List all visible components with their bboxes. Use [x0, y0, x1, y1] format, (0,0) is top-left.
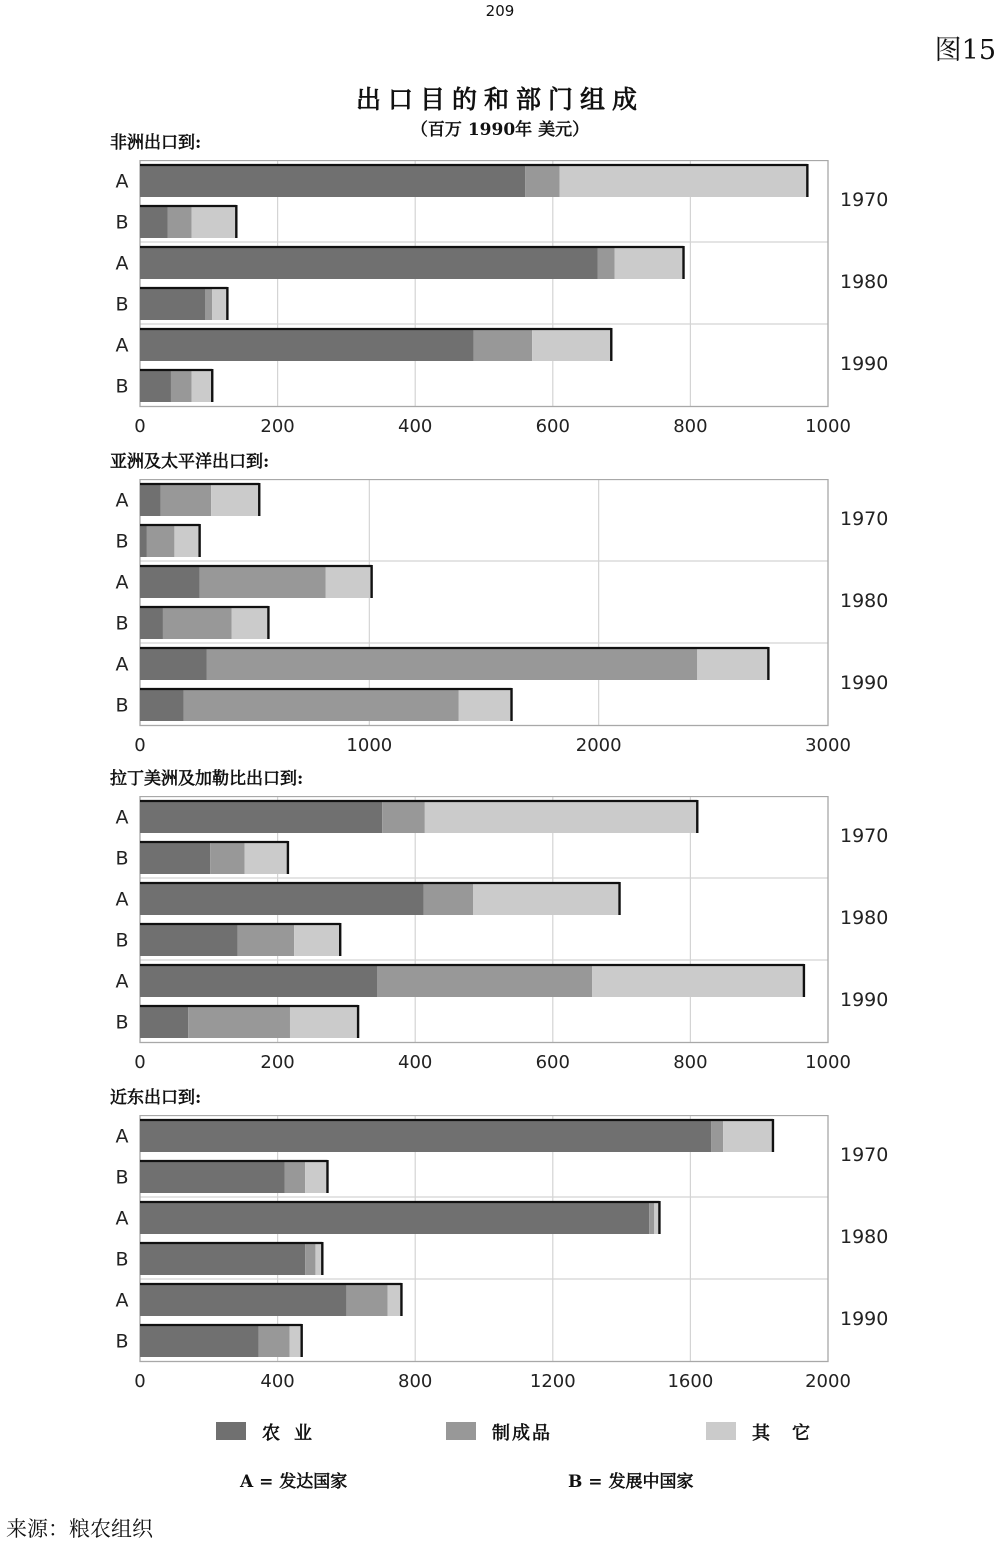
bar-segment-manufactures	[168, 205, 192, 238]
bar-segment-manufactures	[171, 369, 192, 402]
year-label: 1970	[840, 508, 889, 530]
x-tick-label: 0	[134, 1052, 146, 1073]
bar-segment-other	[473, 882, 620, 915]
bar-category-label: B	[115, 847, 129, 870]
bar-segment-other	[294, 923, 340, 956]
panel-title-latin-america: 拉丁美洲及加勒比出口到:	[110, 769, 304, 789]
bar-segment-agriculture	[140, 287, 205, 320]
bar-segment-other	[211, 483, 259, 516]
chart-panel-latin-america	[100, 796, 860, 1078]
year-label: 1980	[840, 907, 889, 929]
x-tick-label: 1000	[805, 1052, 851, 1073]
bar-segment-agriculture	[140, 923, 238, 956]
bar-segment-manufactures	[161, 483, 211, 516]
x-tick-label: 600	[535, 416, 570, 437]
bar-segment-other	[192, 369, 213, 402]
bar-segment-agriculture	[140, 164, 525, 197]
bar-segment-other	[192, 205, 237, 238]
bar-category-label: A	[115, 888, 129, 911]
year-label: 1970	[840, 189, 889, 211]
bar-segment-agriculture	[140, 1160, 284, 1193]
bar-category-label: A	[115, 1289, 129, 1312]
bar-category-label: A	[115, 334, 129, 357]
bar-category-label: B	[115, 1330, 129, 1353]
bar-category-label: A	[115, 252, 129, 275]
bar-category-label: B	[115, 211, 129, 234]
x-tick-label: 200	[260, 416, 295, 437]
bar-segment-agriculture	[140, 647, 207, 680]
bar-category-label: A	[115, 653, 129, 676]
year-label: 1990	[840, 1308, 889, 1330]
x-tick-label: 0	[134, 735, 146, 756]
x-tick-label: 3000	[805, 735, 851, 756]
x-tick-label: 2000	[575, 735, 622, 756]
bar-segment-agriculture	[140, 882, 423, 915]
bar-segment-agriculture	[140, 1201, 649, 1234]
bar-segment-agriculture	[140, 524, 147, 557]
x-tick-label: 800	[673, 1052, 708, 1073]
bar-category-label: B	[115, 293, 129, 316]
bar-category-label: B	[115, 1166, 129, 1189]
bar-segment-agriculture	[140, 483, 161, 516]
x-tick-label: 400	[260, 1371, 295, 1392]
bar-segment-agriculture	[140, 1242, 305, 1275]
legend-label-agriculture: 农业	[262, 1423, 326, 1444]
bar-segment-agriculture	[140, 205, 168, 238]
bar-segment-agriculture	[140, 1005, 188, 1038]
year-label: 1980	[840, 271, 889, 293]
chart-subtitle: （百万 1990年 美元）	[410, 120, 590, 140]
panel-title-africa: 非洲出口到:	[110, 133, 202, 153]
figure-label: 图15	[934, 35, 996, 66]
bar-category-label: B	[115, 375, 129, 398]
bar-segment-other	[232, 606, 269, 639]
chart-title: 出口目的和部门组成	[355, 85, 644, 114]
x-tick-label: 2000	[805, 1371, 851, 1392]
year-label: 1990	[840, 989, 889, 1011]
year-label: 1970	[840, 825, 889, 847]
bar-segment-other	[326, 565, 372, 598]
chart-panel-asia-pacific	[100, 479, 860, 761]
bar-segment-manufactures	[346, 1283, 387, 1316]
bar-segment-agriculture	[140, 606, 163, 639]
year-label: 1990	[840, 353, 889, 375]
x-tick-label: 1000	[805, 416, 851, 437]
bar-segment-other	[560, 164, 808, 197]
bar-segment-other	[388, 1283, 402, 1316]
bar-category-label: B	[115, 929, 129, 952]
bar-segment-other	[290, 1005, 358, 1038]
legend-note-a: A = 发达国家	[240, 1472, 348, 1492]
bar-category-label: B	[115, 1011, 129, 1034]
bar-segment-manufactures	[305, 1242, 315, 1275]
bar-category-label: A	[115, 170, 129, 193]
bar-segment-other	[290, 1324, 302, 1357]
bar-category-label: B	[115, 612, 129, 635]
bar-segment-agriculture	[140, 800, 382, 833]
x-tick-label: 1000	[346, 735, 393, 756]
bar-segment-other	[592, 964, 804, 997]
x-tick-label: 200	[260, 1052, 295, 1073]
year-label: 1970	[840, 1144, 889, 1166]
bar-segment-agriculture	[140, 688, 184, 721]
year-label: 1980	[840, 1226, 889, 1248]
bar-segment-manufactures	[210, 841, 244, 874]
bar-segment-other	[245, 841, 288, 874]
bar-category-label: B	[115, 694, 129, 717]
x-tick-label: 600	[535, 1052, 570, 1073]
x-tick-label: 800	[398, 1371, 433, 1392]
x-tick-label: 0	[134, 1371, 146, 1392]
bar-segment-agriculture	[140, 964, 377, 997]
bar-category-label: A	[115, 1207, 129, 1230]
bar-segment-other	[723, 1119, 773, 1152]
year-label: 1980	[840, 590, 889, 612]
bar-segment-manufactures	[382, 800, 425, 833]
bar-segment-manufactures	[711, 1119, 723, 1152]
bar-segment-manufactures	[205, 287, 212, 320]
bar-segment-manufactures	[207, 647, 698, 680]
panel-title-asia-pacific: 亚洲及太平洋出口到:	[110, 452, 270, 472]
x-tick-label: 0	[134, 416, 146, 437]
legend-note-b: B = 发展中国家	[568, 1472, 694, 1492]
bar-category-label: B	[115, 530, 129, 553]
page-number: 209	[485, 2, 515, 20]
bar-segment-other	[615, 246, 684, 279]
bar-category-label: A	[115, 806, 129, 829]
legend-swatch-other	[706, 1422, 736, 1440]
bar-segment-manufactures	[474, 328, 532, 361]
bar-category-label: A	[115, 571, 129, 594]
plot-frame	[140, 161, 828, 407]
bar-segment-other	[697, 647, 768, 680]
bar-category-label: A	[115, 489, 129, 512]
bar-segment-other	[459, 688, 512, 721]
legend-swatch-manufactures	[446, 1422, 476, 1440]
chart-panel-near-east	[100, 1115, 860, 1397]
bar-segment-manufactures	[284, 1160, 305, 1193]
legend-label-other: 其它	[752, 1423, 832, 1444]
bar-segment-manufactures	[163, 606, 232, 639]
bar-category-label: A	[115, 1125, 129, 1148]
x-tick-label: 1200	[529, 1371, 576, 1392]
chart-panel-africa	[100, 160, 860, 442]
bar-segment-manufactures	[147, 524, 175, 557]
panel-title-near-east: 近东出口到:	[110, 1088, 202, 1108]
bar-segment-manufactures	[377, 964, 592, 997]
x-tick-label: 1600	[667, 1371, 714, 1392]
bar-segment-other	[212, 287, 227, 320]
year-label: 1990	[840, 672, 889, 694]
x-tick-label: 800	[673, 416, 708, 437]
bar-segment-manufactures	[188, 1005, 290, 1038]
bar-segment-other	[532, 328, 611, 361]
bar-segment-agriculture	[140, 565, 200, 598]
bar-segment-agriculture	[140, 1324, 259, 1357]
bar-segment-other	[425, 800, 697, 833]
x-tick-label: 400	[398, 416, 433, 437]
bar-segment-agriculture	[140, 246, 598, 279]
bar-segment-agriculture	[140, 1119, 711, 1152]
legend-swatch-agriculture	[216, 1422, 246, 1440]
bar-category-label: A	[115, 970, 129, 993]
bar-segment-agriculture	[140, 369, 171, 402]
bar-segment-manufactures	[598, 246, 615, 279]
bar-segment-agriculture	[140, 328, 474, 361]
bar-segment-other	[305, 1160, 327, 1193]
bar-segment-manufactures	[423, 882, 473, 915]
x-tick-label: 400	[398, 1052, 433, 1073]
bar-category-label: B	[115, 1248, 129, 1271]
bar-segment-manufactures	[200, 565, 326, 598]
bar-segment-other	[174, 524, 199, 557]
bar-segment-agriculture	[140, 1283, 346, 1316]
legend-label-manufactures: 制成品	[492, 1423, 552, 1444]
bar-segment-agriculture	[140, 841, 210, 874]
bar-segment-manufactures	[649, 1201, 654, 1234]
bar-segment-manufactures	[525, 164, 559, 197]
bar-segment-manufactures	[184, 688, 459, 721]
source-note: 来源：粮农组织	[6, 1517, 153, 1541]
bar-segment-manufactures	[238, 923, 294, 956]
bar-segment-manufactures	[259, 1324, 290, 1357]
